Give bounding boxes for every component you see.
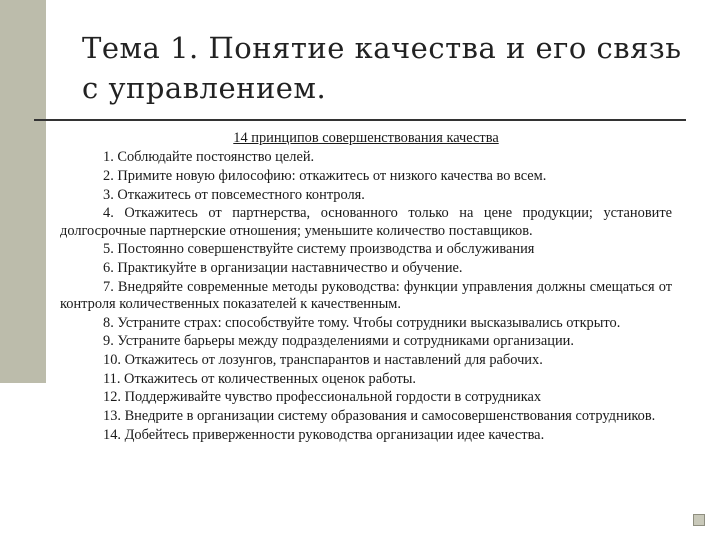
principle-item: 3. Откажитесь от повсеместного контроля. — [103, 186, 365, 203]
slide-title: Тема 1. Понятие качества и его связь с управлением. — [82, 31, 682, 105]
principle-item: 10. Откажитесь от лозунгов, транспарантов и наставлений для рабочих. — [103, 351, 543, 368]
slide-content — [60, 130, 672, 445]
principle-item: 1. Соблюдайте постоянство целей. — [103, 149, 315, 166]
principle-item: 4. Откажитесь от партнерства, основанного только на цене продукции; установите долгосрочные партнерские отношения; уменьшите количество поставщиков. — [60, 205, 672, 239]
principle-item: 8. Устраните страх: способствуйте тому. Чтобы сотрудники высказывались открыто. — [103, 314, 621, 331]
principle-item: 12. Поддерживайте чувство профессиональной гордости в сотрудниках — [103, 389, 542, 406]
principle-item: 6. Практикуйте в организации наставничество и обучение. — [103, 259, 463, 276]
side-accent-bar — [0, 0, 46, 383]
principle-item: 9. Устраните барьеры между подразделениями и сотрудниками организации. — [103, 333, 574, 350]
principle-item: 13. Внедрите в организации систему образования и самосовершенствования сотрудников. — [103, 408, 656, 425]
principle-item: 2. Примите новую философию: откажитесь от низкого качества во всем. — [103, 167, 547, 184]
principles-heading: 14 принципов совершенствования качества — [233, 130, 499, 146]
corner-marker — [693, 514, 705, 526]
title-divider — [34, 119, 686, 121]
principle-item: 5. Постоянно совершенствуйте систему производства и обслуживания — [103, 241, 535, 258]
principle-item: 7. Внедряйте современные методы руководства: функции управления должны смещаться от контроля количественных показателей к качественным. — [60, 278, 672, 312]
principle-item: 11. Откажитесь от количественных оценок работы. — [103, 370, 417, 387]
principle-item: 14. Добейтесь приверженности руководства организации идее качества. — [103, 426, 545, 443]
